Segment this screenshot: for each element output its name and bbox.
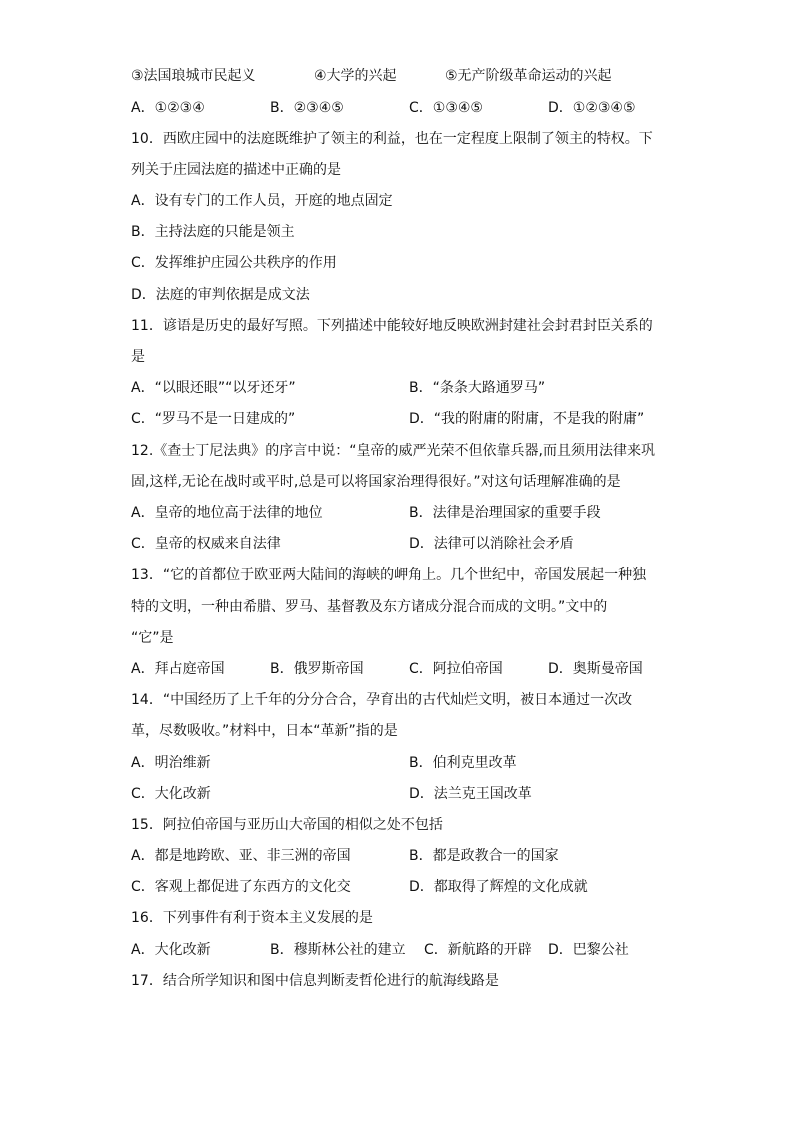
q9-item-5: ⑤无产阶级革命运动的兴起: [445, 68, 612, 84]
q16-option-d: D．巴黎公社: [548, 942, 629, 958]
q11-stem-2: 是: [131, 349, 145, 365]
q13-option-b: B．俄罗斯帝国: [270, 661, 364, 677]
q14-stem-2: 革，尽数吸收。”材料中，日本“革新”指的是: [131, 723, 398, 739]
q12-option-b: B．法律是治理国家的重要手段: [409, 505, 601, 521]
q13-stem-3: “它”是: [131, 630, 174, 646]
q15-option-a: A．都是地跨欧、亚、非三洲的帝国: [131, 848, 351, 864]
q15-stem: 15．阿拉伯帝国与亚历山大帝国的相似之处不包括: [131, 817, 443, 833]
q9-option-c: C．①③④⑤: [409, 100, 483, 116]
q13-option-c: C．阿拉伯帝国: [409, 661, 503, 677]
q12-stem-2: 固,这样,无论在战时或平时,总是可以将国家治理得很好。”对这句话理解准确的是: [131, 474, 621, 490]
q15-option-c: C．客观上都促进了东西方的文化交: [131, 879, 351, 895]
q14-option-d: D．法兰克王国改革: [409, 786, 532, 802]
q14-option-a: A．明治维新: [131, 755, 211, 771]
q14-stem-1: 14．“中国经历了上千年的分分合合，孕育出的古代灿烂文明，被日本通过一次改: [131, 692, 633, 708]
q16-option-a: A．大化改新: [131, 942, 211, 958]
q13-stem-2: 特的文明，一种由希腊、罗马、基督教及东方诸成分混合而成的文明。”文中的: [131, 599, 608, 615]
q16-option-b: B．穆斯林公社的建立: [270, 942, 406, 958]
q9-item-4: ④大学的兴起: [314, 68, 397, 84]
q17-stem: 17．结合所学知识和图中信息判断麦哲伦进行的航海线路是: [131, 973, 499, 989]
q9-item-3: ③法国琅城市民起义: [131, 68, 256, 84]
q13-stem-1: 13．“它的首都位于欧亚两大陆间的海峡的岬角上。几个世纪中，帝国发展起一种独: [131, 567, 647, 583]
q14-option-c: C．大化改新: [131, 786, 211, 802]
q16-option-c: C．新航路的开辟: [424, 942, 532, 958]
q12-option-a: A．皇帝的地位高于法律的地位: [131, 505, 323, 521]
q10-stem-2: 列关于庄园法庭的描述中正确的是: [131, 162, 341, 178]
q11-option-b: B．“条条大路通罗马”: [409, 380, 546, 396]
q12-option-c: C．皇帝的权威来自法律: [131, 536, 281, 552]
q10-stem-1: 10．西欧庄园中的法庭既维护了领主的利益，也在一定程度上限制了领主的特权。下: [131, 131, 653, 147]
q11-option-d: D．“我的附庸的附庸，不是我的附庸”: [409, 411, 645, 427]
q14-option-b: B．伯利克里改革: [409, 755, 517, 771]
q15-option-d: D．都取得了辉煌的文化成就: [409, 879, 588, 895]
q11-option-c: C．“罗马不是一日建成的”: [131, 411, 296, 427]
q12-option-d: D．法律可以消除社会矛盾: [409, 536, 574, 552]
q13-option-a: A．拜占庭帝国: [131, 661, 225, 677]
q16-stem: 16．下列事件有利于资本主义发展的是: [131, 910, 373, 926]
q10-option-b: B．主持法庭的只能是领主: [131, 224, 295, 240]
q15-option-b: B．都是政教合一的国家: [409, 848, 559, 864]
q11-option-a: A．“以眼还眼”“以牙还牙”: [131, 380, 296, 396]
q9-option-d: D．①②③④⑤: [548, 100, 636, 116]
q10-option-c: C．发挥维护庄园公共秩序的作用: [131, 255, 337, 271]
q9-option-a: A．①②③④: [131, 100, 205, 116]
q10-option-d: D．法庭的审判依据是成文法: [131, 287, 310, 303]
q13-option-d: D．奥斯曼帝国: [548, 661, 643, 677]
q12-stem-1: 12.《查士丁尼法典》的序言中说：“皇帝的威严光荣不但依靠兵器,而且须用法律来巩: [131, 443, 655, 459]
q10-option-a: A．设有专门的工作人员，开庭的地点固定: [131, 193, 393, 209]
q9-option-b: B．②③④⑤: [270, 100, 344, 116]
q11-stem-1: 11．谚语是历史的最好写照。下列描述中能较好地反映欧洲封建社会封君封臣关系的: [131, 318, 653, 334]
